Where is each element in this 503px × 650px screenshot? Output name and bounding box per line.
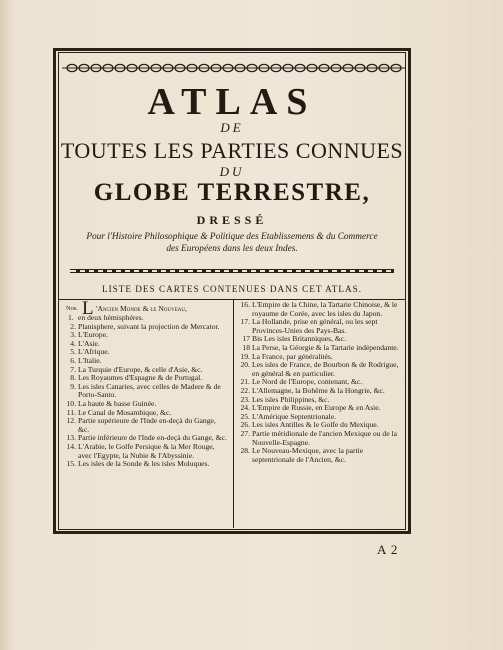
- divider-bead: [391, 270, 394, 273]
- title-line-globe: GLOBE TERRESTRE,: [93, 179, 371, 206]
- top-ornament: [62, 62, 406, 74]
- list-item-number: 11.: [66, 407, 76, 417]
- list-item-text: Le Nord de l'Europe, contenant, &c.: [252, 377, 363, 387]
- list-item-number: 3.: [70, 330, 76, 340]
- list-item-number: 4.: [70, 338, 76, 348]
- divider-bead: [85, 270, 89, 273]
- divider-bead: [319, 270, 323, 273]
- list-item-number: 25.: [240, 411, 250, 421]
- divider-bead: [76, 270, 80, 273]
- divider-bead: [112, 270, 116, 273]
- list-item-text: L'Europe.: [78, 330, 108, 340]
- divider-bead: [130, 270, 134, 273]
- list-item-text: Partie méridionale de l'ancien Mexique ou de la Nouvelle-Espagne.: [252, 428, 397, 447]
- list-item-number: 9.: [70, 381, 76, 391]
- list-item-number: 17: [242, 334, 250, 344]
- list-item-text: La France, par généralités.: [252, 351, 333, 361]
- divider-bead: [175, 270, 179, 273]
- title-line-parties: TOUTES LES PARTIES CONNUES: [60, 138, 404, 163]
- list-item: [64, 443, 228, 460]
- list-item-text: Bis Les isles Britanniques, &c.: [252, 334, 347, 344]
- list-item-text: Les isles Canaries, avec celles de Madere & de Porto-Santo.: [78, 381, 221, 400]
- list-item-number: 8.: [70, 373, 76, 383]
- right-entries: [238, 301, 404, 464]
- list-item-number: 6.: [70, 355, 76, 365]
- list-item: [238, 430, 404, 447]
- divider-bead: [94, 270, 98, 273]
- list-item-number: 19.: [240, 351, 250, 361]
- list-item: [64, 383, 228, 400]
- divider-bead: [139, 270, 143, 273]
- list-item-text: La Perse, la Géorgie & la Tartarie indépendante.: [252, 342, 399, 352]
- divider-bead: [364, 270, 368, 273]
- title-du: DU: [219, 164, 245, 179]
- drop-capital: L: [82, 298, 94, 319]
- divider-bead: [256, 270, 260, 273]
- first-entry-number: 1.: [68, 313, 74, 322]
- list-item-number: 23.: [240, 394, 250, 404]
- list-item-number: 12.: [66, 416, 76, 426]
- list-item-number: 18: [242, 342, 250, 352]
- list-item-text: Les isles de la Sonde & les isles Moluques.: [78, 459, 210, 469]
- list-item-text: L'Asie.: [78, 338, 100, 348]
- list-item-number: 27.: [240, 428, 250, 438]
- ornamental-divider: [70, 267, 394, 275]
- list-item-number: 26.: [240, 420, 250, 430]
- title-de: DE: [220, 120, 244, 135]
- list-item-text: L'Arabie, le Golfe Persique & la Mer Rouge, avec l'Egypte, la Nubie & l'Abyssinie.: [78, 441, 215, 460]
- list-item-number: 15.: [66, 459, 76, 469]
- list-item-number: 24.: [240, 403, 250, 413]
- list-item-number: 14.: [66, 441, 76, 451]
- divider-bead: [103, 270, 107, 273]
- list-item-text: Les isles Philippines, &c.: [252, 394, 330, 404]
- divider-bead: [292, 270, 296, 273]
- list-item: [238, 318, 404, 335]
- list-item-text: La Hollande, prise en général, ou les sept Provinces-Unies des Pays-Bas.: [252, 317, 378, 335]
- list-item-number: 13.: [66, 433, 76, 443]
- divider-bead: [274, 270, 278, 273]
- list-item-number: 28.: [240, 446, 250, 456]
- title-dresse: DRESSÉ: [196, 213, 268, 227]
- divider-bead: [166, 270, 170, 273]
- list-item-text: Le Nouveau-Mexique, avec la partie septentrionale de l'Ancien, &c.: [252, 446, 364, 464]
- list-item-text: L'Afrique.: [78, 347, 110, 357]
- divider-bead: [157, 270, 161, 273]
- list-item-text: Le Canal de Mosambique, &c.: [78, 407, 172, 417]
- divider-bead: [310, 270, 314, 273]
- list-item-text: L'Empire de Russie, en Europe & en Asie.: [252, 403, 381, 413]
- list-item-number: 7.: [70, 364, 76, 374]
- column-divider: [233, 300, 234, 528]
- subtitle: [66, 231, 398, 255]
- list-item: [238, 301, 404, 318]
- first-entry-text: 'Ancien Monde & le Nouveau,: [96, 304, 187, 313]
- list-item-number: 20.: [240, 360, 250, 370]
- list-item-number: 22.: [240, 385, 250, 395]
- list-item-text: Les Royaumes d'Espagne & de Portugal.: [78, 373, 203, 383]
- map-list-left: [64, 298, 228, 469]
- list-item: [64, 460, 228, 469]
- list-item-text: Planisphere, suivant la projection de Mercator.: [78, 321, 220, 331]
- list-item-text: La Turquie d'Europe, & celle d'Asie, &c.: [78, 364, 203, 374]
- list-item-text: L'Italie.: [78, 355, 102, 365]
- divider-bead: [301, 270, 305, 273]
- divider-bead: [247, 270, 251, 273]
- list-item: [238, 361, 404, 378]
- list-item-text: La haute & basse Guinée.: [78, 398, 157, 408]
- divider-bead: [220, 270, 224, 273]
- list-item-text: Partie inférieure de l'Inde en-deçà du Gange, &c.: [78, 433, 227, 443]
- list-item: [64, 417, 228, 434]
- map-list-right: [238, 301, 404, 464]
- list-item-number: 21.: [240, 377, 250, 387]
- list-item-number: 17.: [240, 317, 250, 327]
- divider-bead: [265, 270, 269, 273]
- list-item-text: Les isles Antilles & le Golfe du Mexique.: [252, 420, 379, 430]
- left-entries: [64, 314, 228, 469]
- divider-bead: [328, 270, 332, 273]
- divider-bead: [283, 270, 287, 273]
- divider-bead: [355, 270, 359, 273]
- list-item-text: Partie supérieure de l'Inde en-deçà du Gange, &c.: [78, 416, 216, 434]
- subtitle-line-2: des Européens dans les deux Indes.: [166, 244, 298, 254]
- divider-bead: [337, 270, 341, 273]
- divider-bead: [346, 270, 350, 273]
- divider-bead: [184, 270, 188, 273]
- list-item-text: Les isles de France, de Bourbon & de Rodrigue, en général & en particulier.: [252, 360, 399, 378]
- list-item-text: en deux hémisphéres.: [78, 313, 144, 322]
- divider-bead: [211, 270, 215, 273]
- divider-bead: [382, 270, 386, 273]
- divider-bead: [202, 270, 206, 273]
- divider-bead: [373, 270, 377, 273]
- list-heading: LISTE DES CARTES CONTENUES DANS CET ATLAS.: [101, 284, 362, 294]
- divider-bead: [238, 270, 242, 273]
- list-item-text: L'Empire de la Chine, la Tartarie Chinoise, & le royaume de Corée, avec les isles du Japon.: [252, 300, 398, 318]
- nos-label: Nos.: [66, 305, 78, 312]
- list-item: [238, 447, 404, 464]
- title-atlas: ATLAS: [147, 81, 317, 123]
- divider-bead: [121, 270, 125, 273]
- divider-bead: [193, 270, 197, 273]
- list-item-text: L'Amérique Septentrionale.: [252, 411, 337, 421]
- subtitle-line-1: Pour l'Histoire Philosophique & Politique des Etablissemens & du Commerce: [86, 232, 378, 242]
- list-item-number: 16.: [240, 300, 250, 309]
- list-item-number: 5.: [70, 347, 76, 357]
- list-item-number: 2.: [70, 321, 76, 331]
- signature-mark: A 2: [377, 542, 399, 557]
- divider-bead: [229, 270, 233, 273]
- list-item-number: 10.: [66, 398, 76, 408]
- list-item-text: L'Allemagne, la Bohême & la Hongrie, &c.: [252, 385, 385, 395]
- divider-bead: [148, 270, 152, 273]
